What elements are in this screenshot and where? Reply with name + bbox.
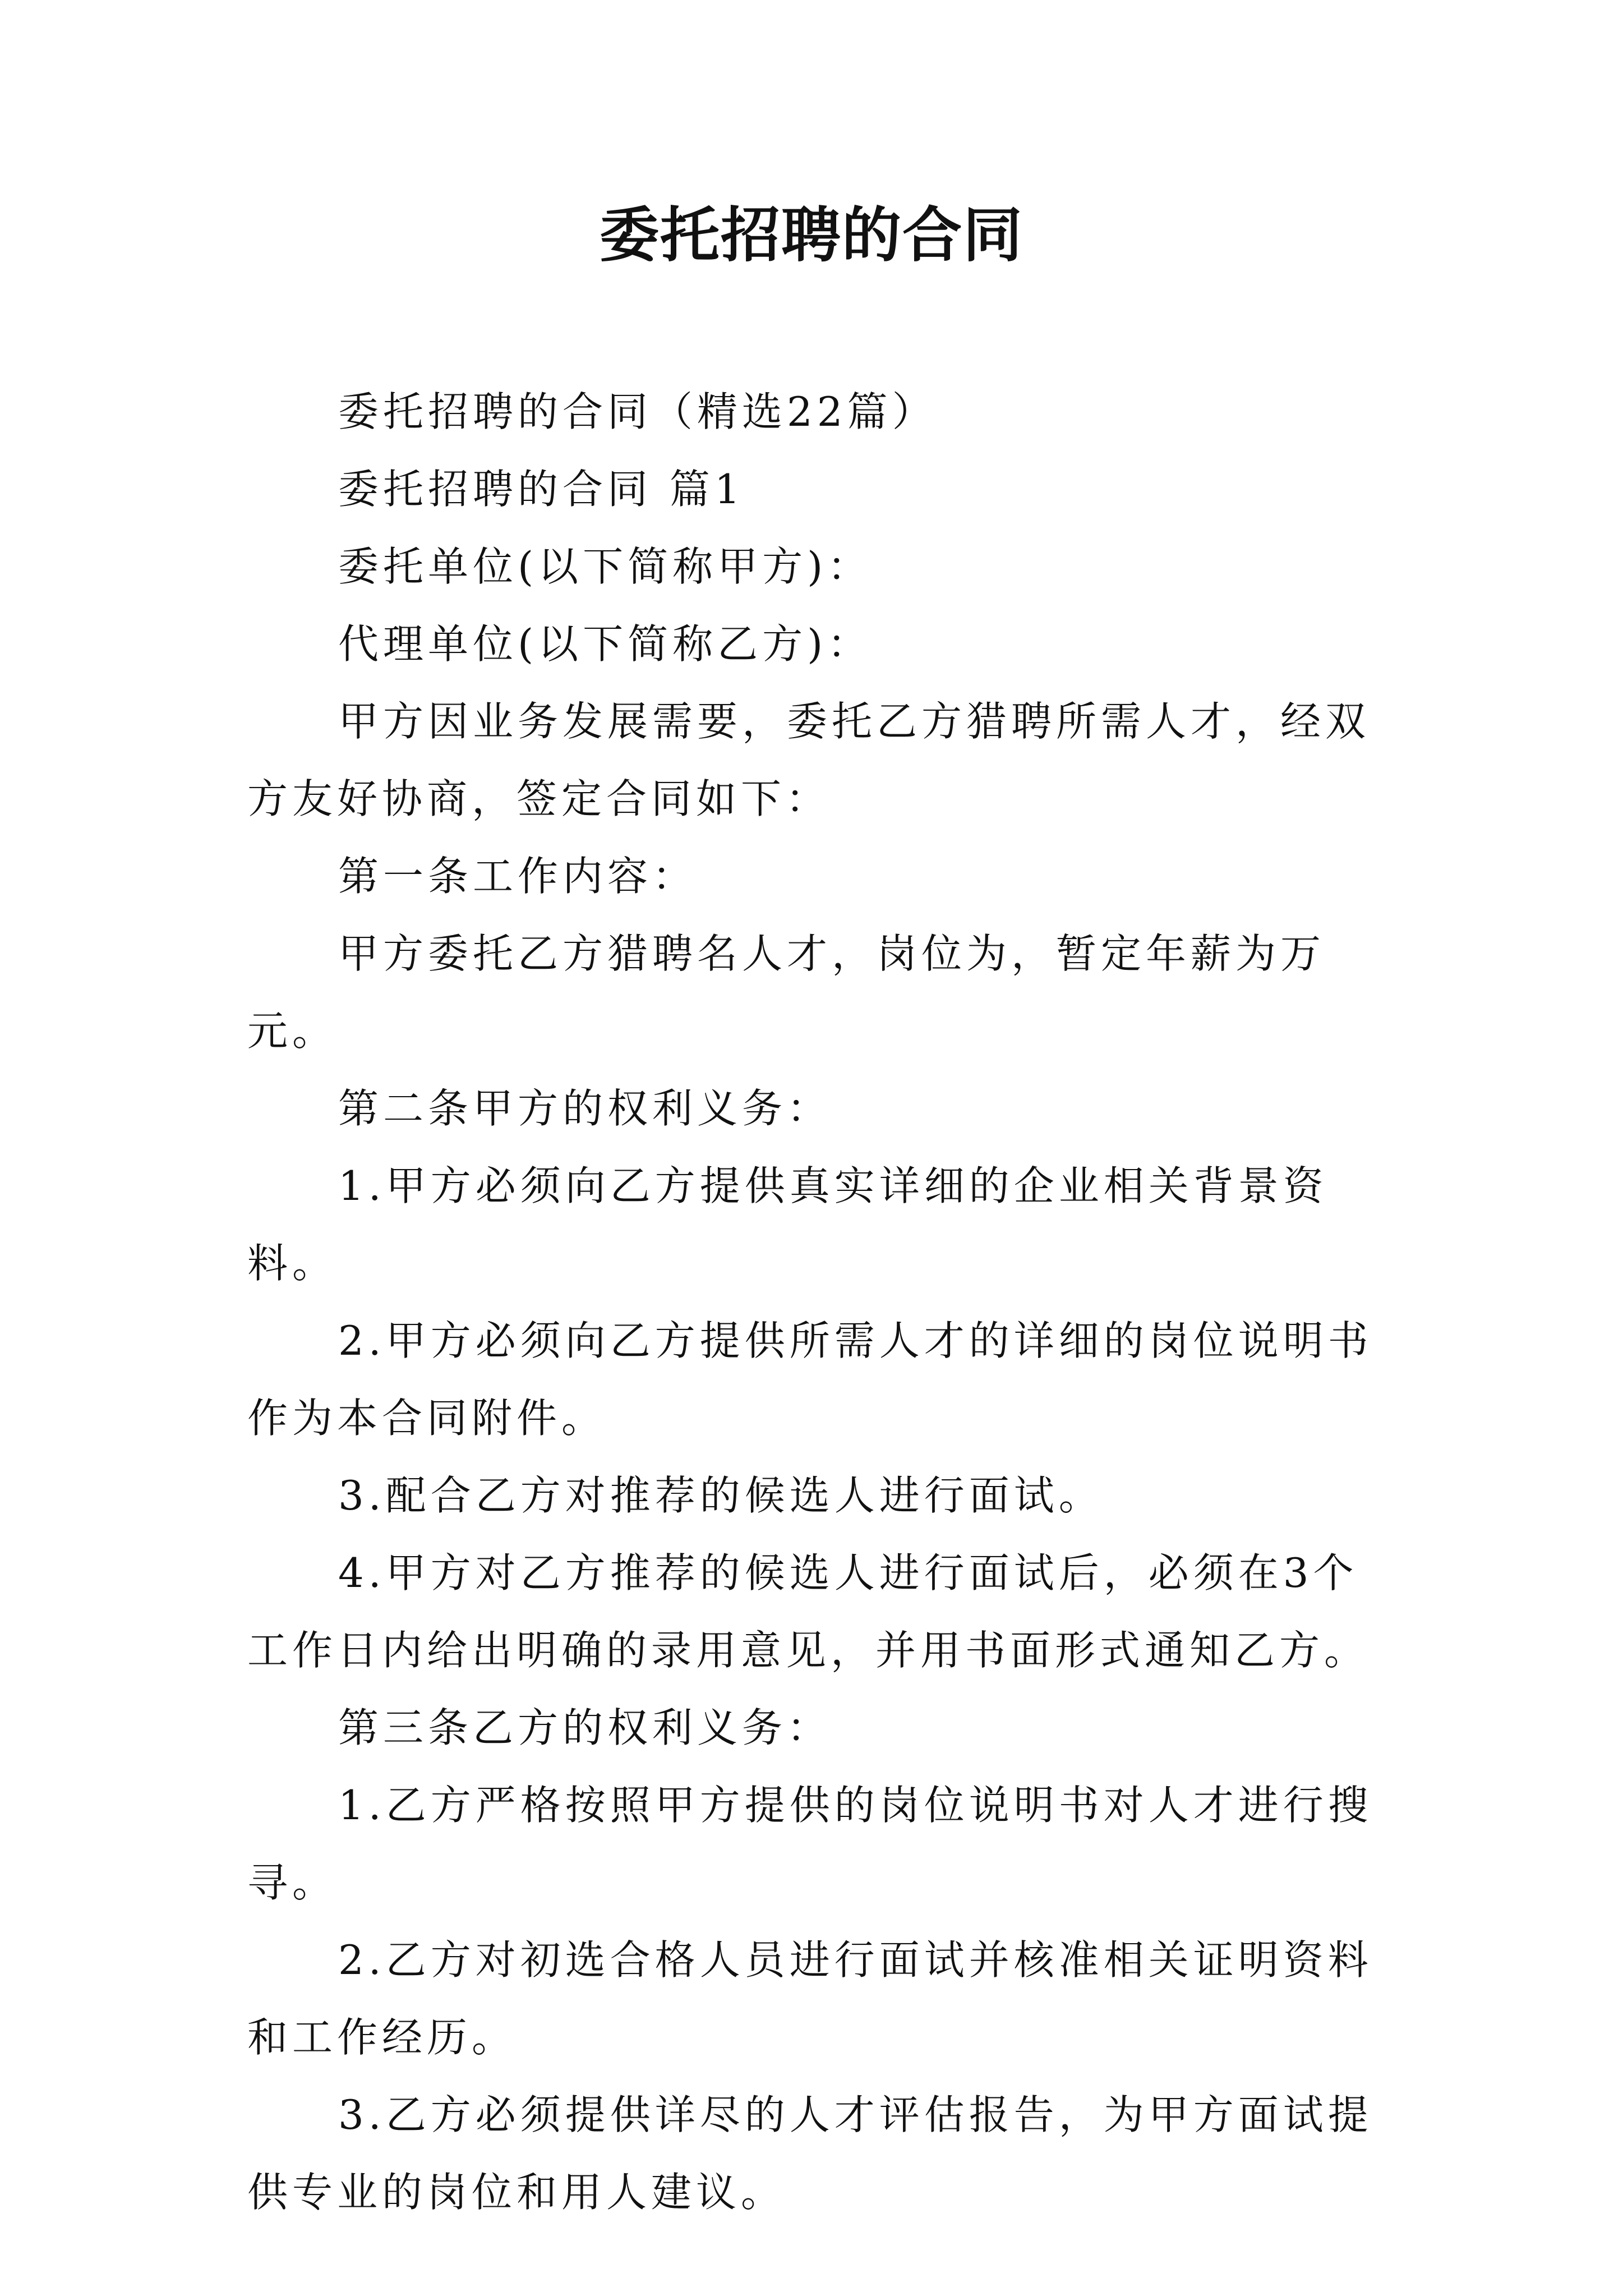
paragraph-party-b: 代理单位(以下简称乙方)： [338, 620, 873, 668]
paragraph-article-3-item-3: 3.乙方必须提供详尽的人才评估报告，为甲方面试提供专业的岗位和用人建议。 [247, 2091, 1373, 2216]
paragraph-article-3-item-1: 1.乙方严格按照甲方提供的岗位说明书对人才进行搜寻。 [247, 1782, 1373, 1906]
paragraph-party-a: 委托单位(以下简称甲方)： [338, 543, 873, 590]
paragraph-article-2-heading: 第二条甲方的权利义务： [338, 1085, 832, 1132]
paragraph-article-2-item-1: 1.甲方必须向乙方提供真实详细的企业相关背景资料。 [247, 1162, 1328, 1287]
paragraph-article-1-heading: 第一条工作内容： [338, 853, 698, 900]
paragraph-article-2-item-2: 2.甲方必须向乙方提供所需人才的详细的岗位说明书作为本合同附件。 [247, 1317, 1373, 1442]
paragraph-article-3-heading: 第三条乙方的权利义务： [338, 1704, 832, 1751]
paragraph-article-2-item-3: 3.配合乙方对推荐的候选人进行面试。 [338, 1472, 1104, 1519]
paragraph-section-heading: 委托招聘的合同 篇1 [338, 466, 745, 513]
paragraph-article-2-item-4: 4.甲方对乙方推荐的候选人进行面试后，必须在3个工作日内给出明确的录用意见，并用书面形式通知乙方。 [247, 1549, 1370, 1674]
paragraph-article-1-body: 甲方委托乙方猎聘名人才，岗位为，暂定年薪为万元。 [247, 930, 1326, 1055]
paragraph-intro: 委托招聘的合同（精选22篇） [338, 388, 937, 435]
document-title: 委托招聘的合同 [600, 201, 1023, 270]
document-body [247, 373, 1386, 2231]
paragraph-article-3-item-2: 2.乙方对初选合格人员进行面试并核准相关证明资料和工作经历。 [247, 1936, 1373, 2061]
paragraph-preamble: 甲方因业务发展需要，委托乙方猎聘所需人才，经双方友好协商，签定合同如下： [247, 698, 1371, 822]
